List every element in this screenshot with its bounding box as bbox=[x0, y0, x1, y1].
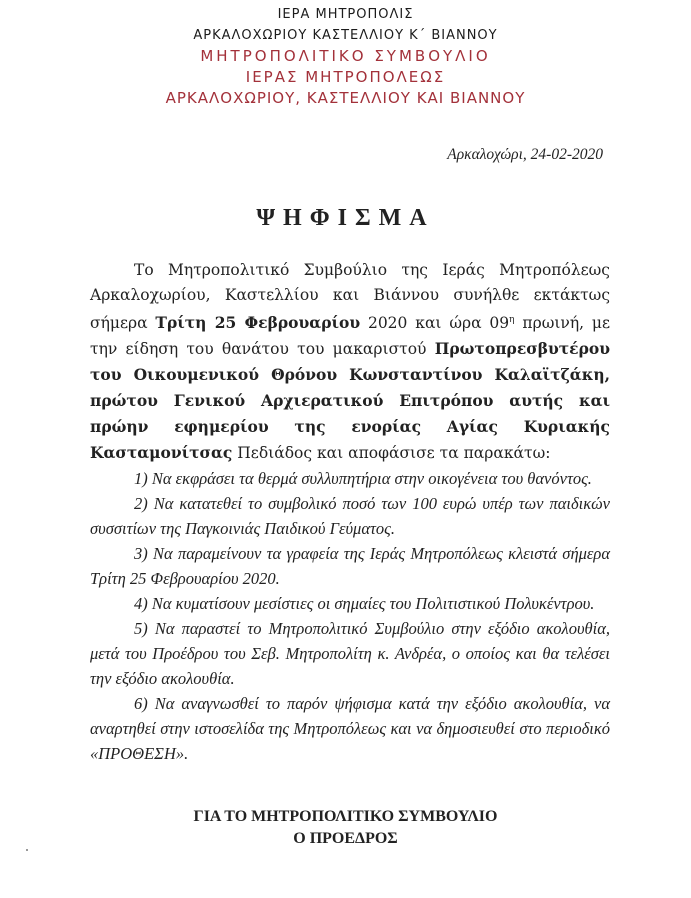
resolution-item-1: 1) Να εκφράσει τα θερμά συλλυπητήρια στην οικογένεια του θανόντος. bbox=[134, 469, 592, 489]
letterhead-line-1: ΙΕΡΑ ΜΗΤΡΟΠΟΛΙΣ bbox=[277, 7, 414, 22]
intro-text-4: Πεδιάδος και αποφάσισε τα παρακάτω: bbox=[232, 444, 551, 463]
intro-text-2: 2020 και ώρα 09 bbox=[360, 314, 510, 333]
document-body bbox=[90, 258, 610, 766]
letterhead-line-5: ΑΡΚΑΛΟΧΩΡΙΟΥ, ΚΑΣΤΕΛΛΙΟΥ ΚΑΙ ΒΙΑΝΝΟΥ bbox=[165, 89, 526, 107]
letterhead bbox=[0, 4, 691, 109]
document-title: ΨΗΦΙΣΜΑ bbox=[256, 205, 435, 231]
letterhead-line-4: ΙΕΡΑΣ ΜΗΤΡΟΠΟΛΕΩΣ bbox=[245, 68, 446, 86]
intro-superscript: η bbox=[509, 315, 515, 325]
intro-bold-date: Τρίτη 25 Φεβρουαρίου bbox=[155, 313, 361, 333]
resolution-item-3: 3) Να παραμείνουν τα γραφεία της Ιεράς Μητροπόλεως κλειστά σήμερα Τρίτη 25 Φεβρουαρίου 2020. bbox=[90, 544, 610, 589]
place-date: Αρκαλοχώρι, 24-02-2020 bbox=[447, 146, 603, 163]
intro-bold-name: Πρωτοπρεσβυτέρου του Οικουμενικού Θρόνου Κωνσταντίνου Καλαϊτζάκη, πρώτου Γενικού Αρχιερατικού Επιτρόπου αυτής και πρώην εφημερίου της ενορίας Αγίας Κυριακής Κασταμονίτσας bbox=[90, 339, 610, 463]
resolution-item-2: 2) Να κατατεθεί το συμβολικό ποσό των 100 ευρώ υπέρ των παιδικών συσσιτίων της Παγκοινιάς Παιδικού Γεύματος. bbox=[90, 494, 610, 539]
letterhead-line-3: ΜΗΤΡΟΠΟΛΙΤΙΚΟ ΣΥΜΒΟΥΛΙΟ bbox=[200, 47, 491, 65]
resolution-item-6: 6) Να αναγνωσθεί το παρόν ψήφισμα κατά την εξόδιο ακολουθία, να αναρτηθεί στην ιστοσελίδα της Μητροπόλεως και να δημοσιευθεί στο περιοδικό «ΠΡΟΘΕΣΗ». bbox=[90, 694, 610, 764]
signature-line-2: Ο ΠΡΟΕΔΡΟΣ bbox=[293, 830, 398, 847]
intro-paragraph bbox=[90, 258, 610, 466]
signature-line-1: ΓΙΑ ΤΟ ΜΗΤΡΟΠΟΛΙΤΙΚΟ ΣΥΜΒΟΥΛΙΟ bbox=[193, 808, 498, 825]
scan-speck bbox=[26, 849, 28, 851]
resolution-item-4: 4) Να κυματίσουν μεσίστιες οι σημαίες του Πολιτιστικού Πολυκέντρου. bbox=[134, 594, 595, 614]
letterhead-line-2: ΑΡΚΑΛΟΧΩΡΙΟΥ ΚΑΣΤΕΛΛΙΟΥ Κ΄ ΒΙΑΝΝΟΥ bbox=[193, 28, 498, 43]
signature-block bbox=[0, 806, 691, 850]
intro-text-3: πρωινή, με την είδηση του θανάτου του μακαριστού bbox=[90, 314, 611, 359]
intro-text-1: Το Μητροπολιτικό Συμβούλιο της Ιεράς Μητροπόλεως Αρκαλοχωρίου, Καστελλίου και Βιάννου συνήλθε εκτάκτως σήμερα bbox=[90, 261, 610, 333]
resolution-item-5: 5) Να παραστεί το Μητροπολιτικό Συμβούλιο στην εξόδιο ακολουθία, μετά του Προέδρου του Σεβ. Μητροπολίτη κ. Ανδρέα, ο οποίος και θα τελέσει την εξόδιο ακολουθία. bbox=[90, 619, 610, 689]
